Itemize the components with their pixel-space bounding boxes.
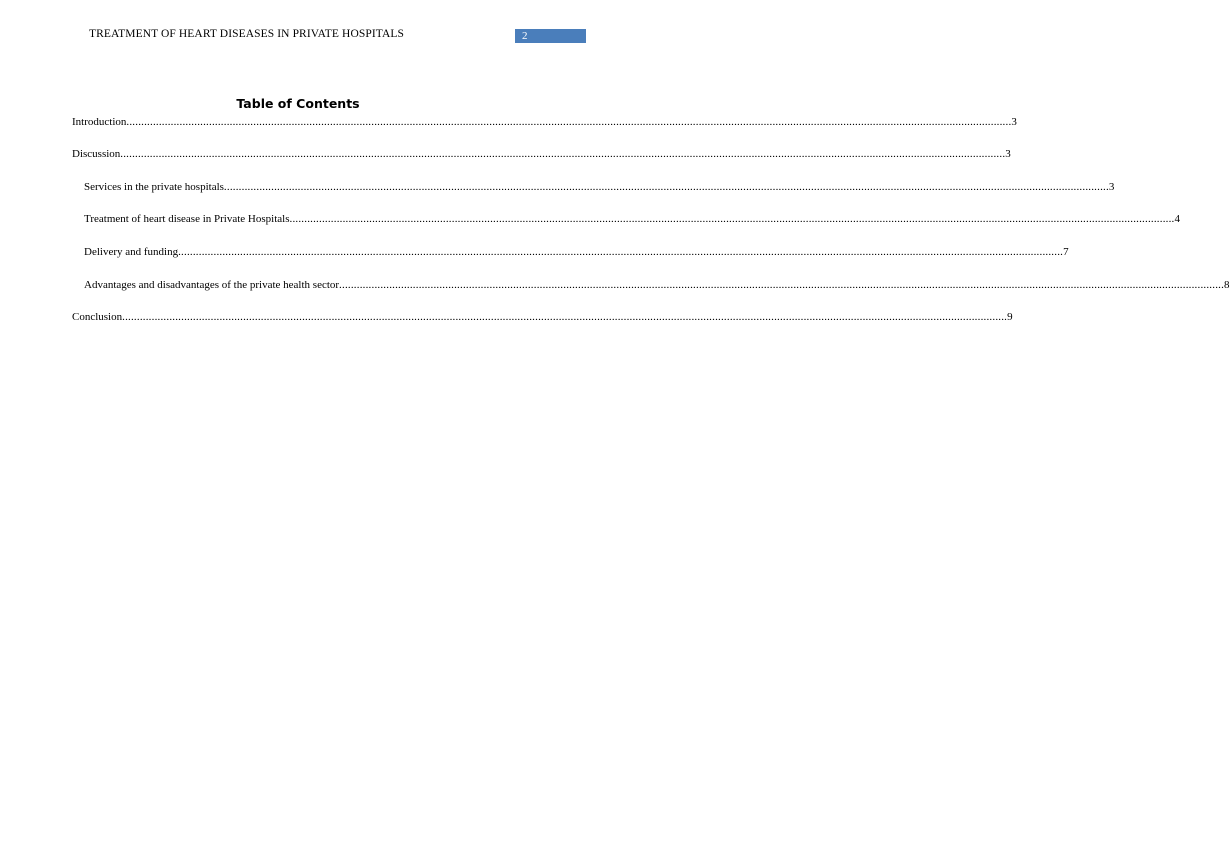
toc-entry-page: 4: [1174, 213, 1180, 225]
toc-entry-page: 8: [1224, 279, 1230, 291]
page-number-badge: 2: [515, 29, 586, 43]
toc-entry-label: Services in the private hospitals: [84, 181, 224, 193]
toc-entry-label: Advantages and disadvantages of the private health sector: [84, 279, 340, 291]
toc-entry-services[interactable]: [84, 180, 1115, 194]
toc-entry-label: Conclusion: [72, 311, 123, 323]
running-header-title: TREATMENT OF HEART DISEASES IN PRIVATE HOSPITALS: [89, 28, 404, 40]
toc-dot-leader: ............................................................................................................................................................................................................................................................................................................: [223, 181, 1109, 193]
toc-dot-leader: ............................................................................................................................................................................................................................................................................................................: [122, 311, 1008, 323]
toc-entry-page: 3: [1108, 181, 1115, 193]
toc-heading: Table of Contents: [236, 96, 360, 111]
toc-entry-page: 7: [1063, 246, 1069, 258]
toc-entry-page: 3: [1005, 148, 1011, 160]
toc-dot-leader: ............................................................................................................................................................................................................................................................................................................: [126, 116, 1012, 128]
toc-entry-discussion[interactable]: [72, 147, 1011, 161]
toc-entry-introduction[interactable]: [72, 115, 1017, 129]
toc-entry-page: 9: [1007, 311, 1013, 323]
toc-entry-label: Delivery and funding: [84, 246, 179, 258]
toc-dot-leader: ............................................................................................................................................................................................................................................................................................................: [289, 213, 1175, 225]
toc-dot-leader: ............................................................................................................................................................................................................................................................................................................: [120, 148, 1006, 160]
toc-dot-leader: ............................................................................................................................................................................................................................................................................................................: [339, 279, 1225, 291]
toc-entry-label: Discussion: [72, 148, 121, 160]
toc-entry-treatment[interactable]: [84, 212, 1180, 226]
toc-entry-label: Treatment of heart disease in Private Hospitals: [84, 213, 290, 225]
toc-entry-label: Introduction: [72, 116, 127, 128]
toc-entry-advantages[interactable]: [84, 278, 1230, 292]
toc-entry-delivery[interactable]: [84, 245, 1069, 259]
toc-dot-leader: ............................................................................................................................................................................................................................................................................................................: [178, 246, 1064, 258]
toc-entry-conclusion[interactable]: [72, 310, 1013, 324]
toc-entry-page: 3: [1011, 116, 1017, 128]
